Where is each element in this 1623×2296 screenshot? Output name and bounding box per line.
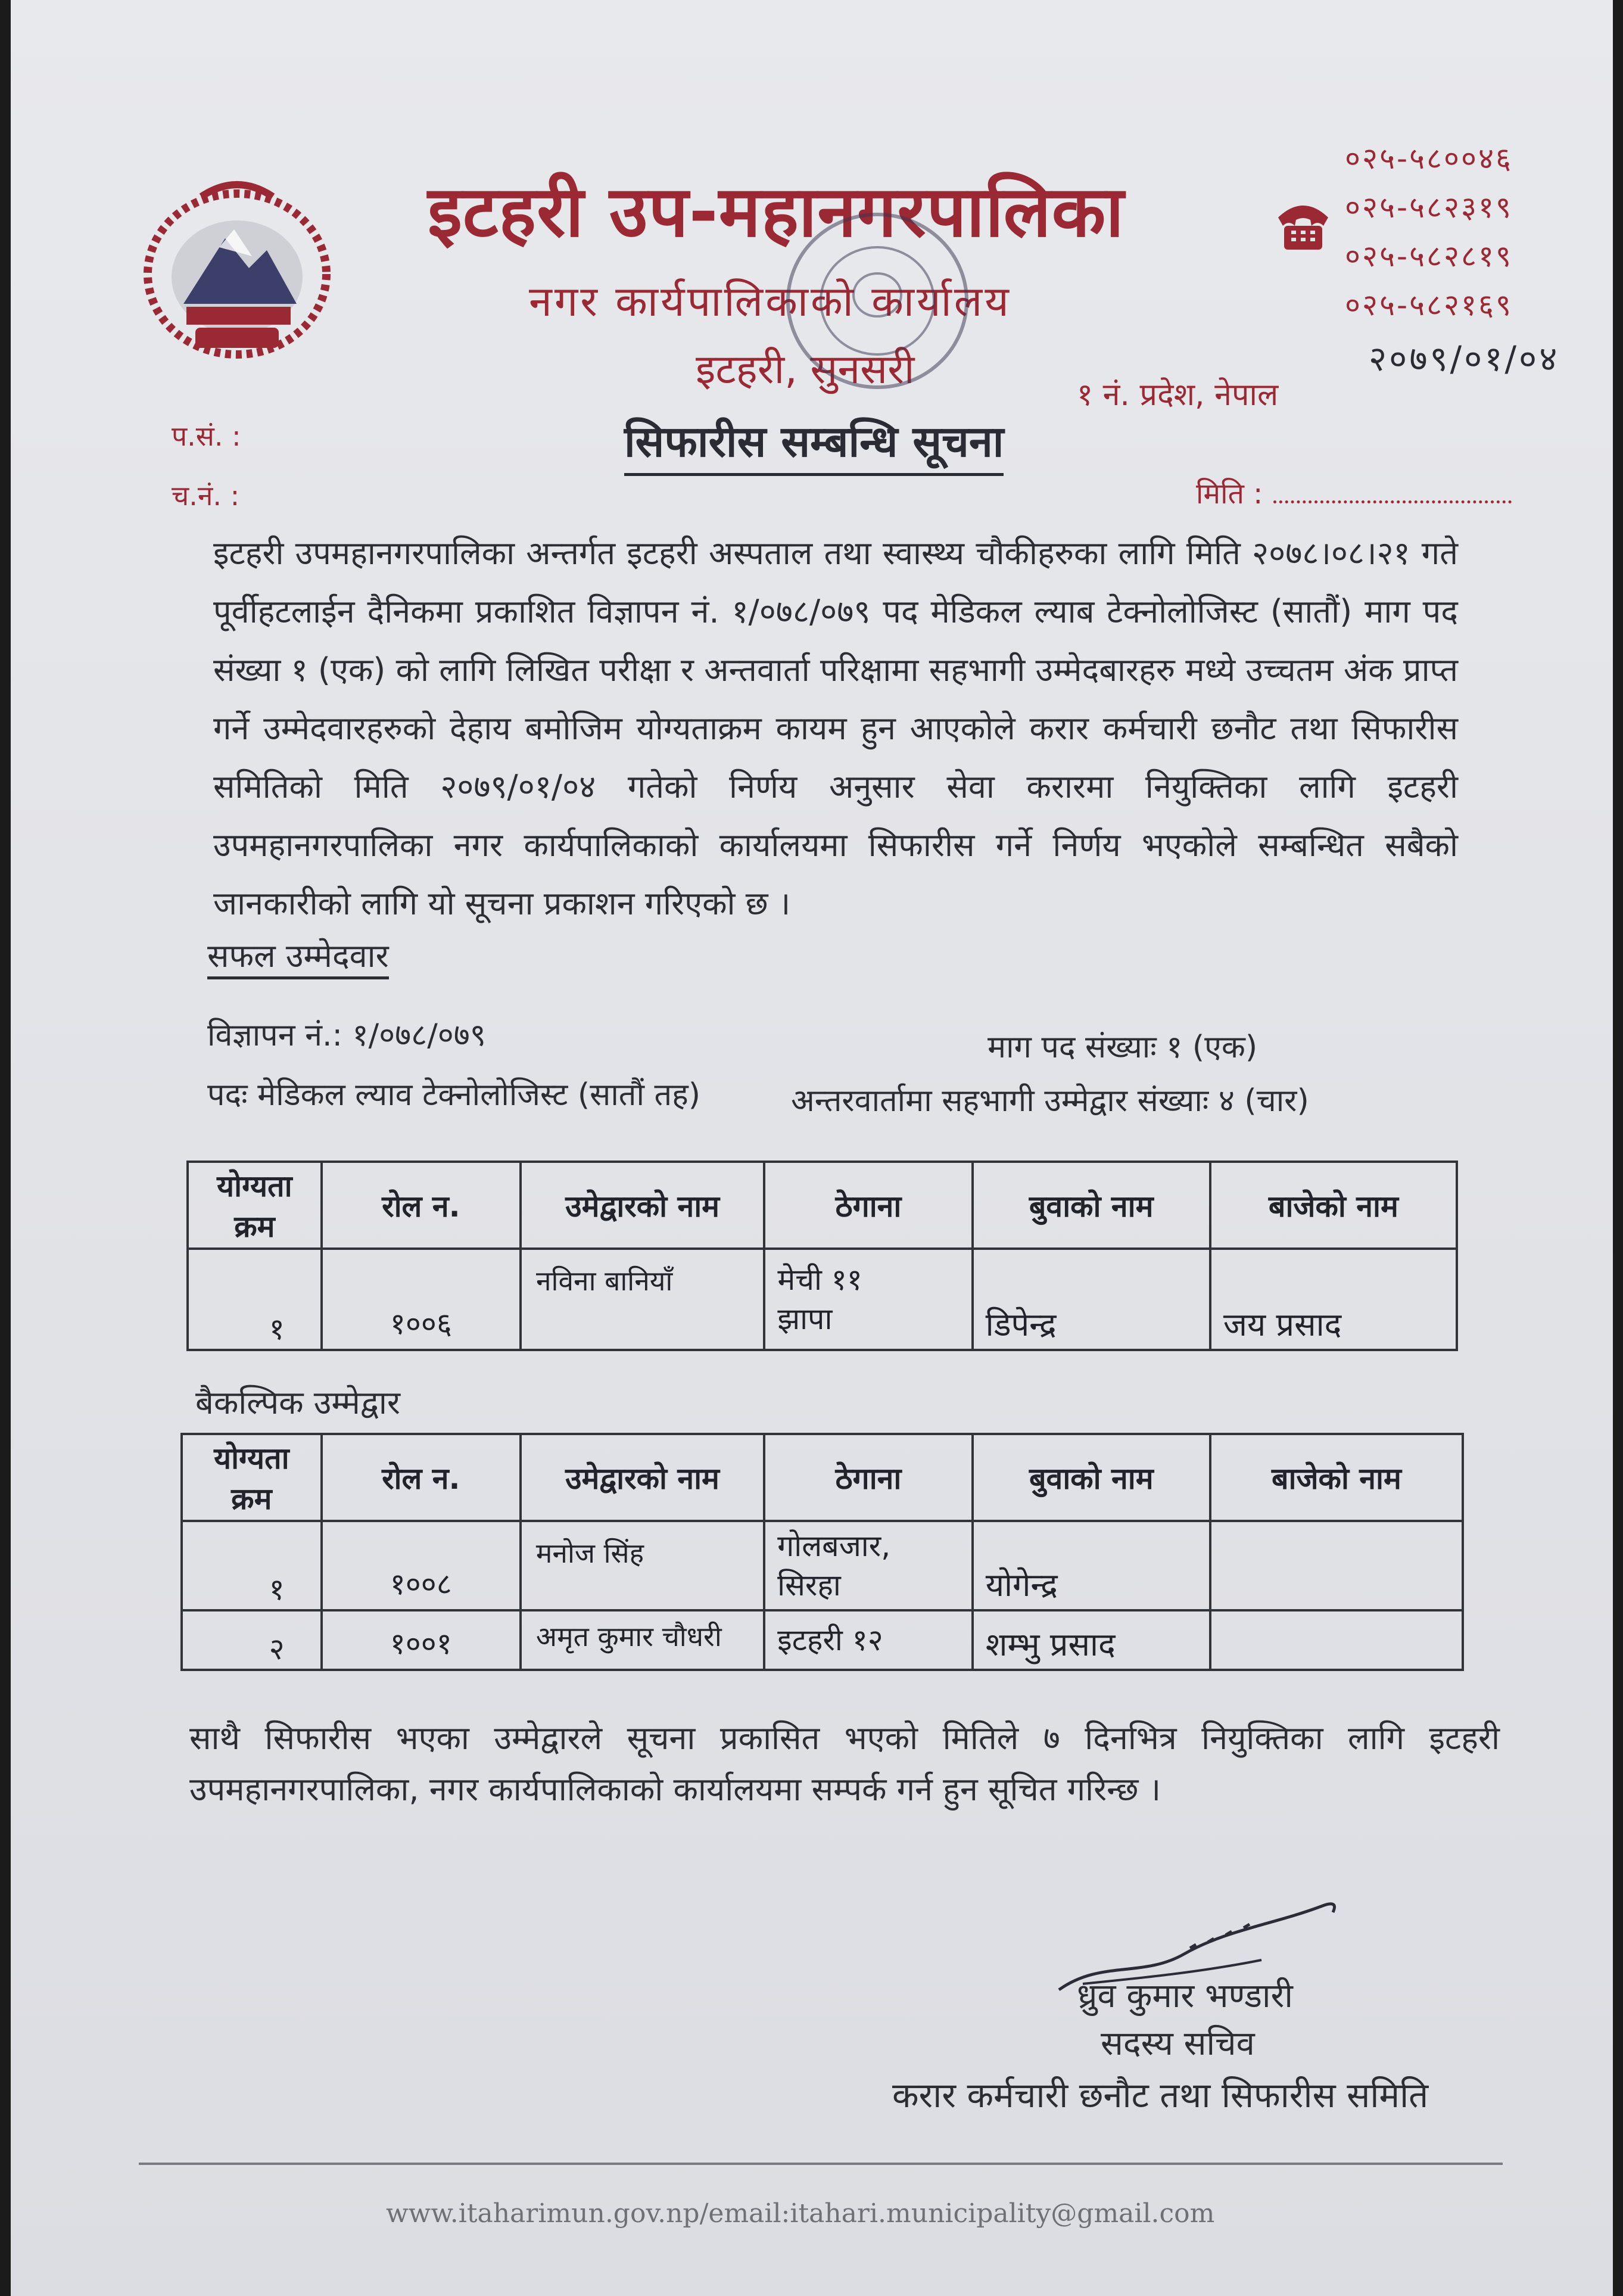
cn-label: च.नं. :	[172, 480, 240, 512]
header-rank: योग्यता क्रम	[182, 1434, 322, 1521]
table-row	[182, 1610, 1463, 1670]
phone-number: ०२५-५८००४६	[1345, 141, 1513, 176]
footer-divider	[139, 2163, 1503, 2165]
phone-icon	[1273, 200, 1333, 253]
province-label: १ नं. प्रदेश, नेपाल	[1077, 377, 1279, 413]
roll-cell: १००१	[322, 1610, 521, 1670]
phone-number: ०२५-५८२१६९	[1345, 288, 1513, 322]
handwritten-date: २०७९/०१/०४	[1369, 338, 1560, 379]
rank-cell: १	[182, 1521, 322, 1610]
office-subtitle: नगर कार्यपालिकाको कार्यालय	[529, 277, 1011, 326]
successful-candidate-heading: सफल उम्मेदवार	[207, 932, 389, 979]
notice-body: इटहरी उपमहानगरपालिका अन्तर्गत इटहरी अस्पताल तथा स्वास्थ्य चौकीहरुका लागि मिति २०७८।०८।२१ गते पूर्वीहटलाईन दैनिकमा प्रकाशित विज्ञापन नं. १/०७८/०७९ पद मेडिकल ल्याब टेक्नोलोजिस्ट (सातौं) माग पद संख्या १ (एक) को लागि लिखित परीक्षा र अन्तवार्ता परिक्षामा सहभागी उम्मेदबारहरु मध्ये उच्चतम अंक प्राप्त गर्ने उम्मेदवारहरुको देहाय बमोजिम योग्यताक्रम कायम हुन आएकोले करार कर्मचारी छनौट तथा सिफारीस समितिको मिति २०७९/०१/०४ गतेको निर्णय अनुसार सेवा करारमा नियुक्तिका लागि इटहरी उपमहानगरपालिका नगर कार्यपालिकाको कार्यालयमा सिफारीस गर्ने निर्णय भएकोले सम्बन्धित सबैको जानकारीको लागि यो सूचना प्रकाशन गरिएको छ ।	[213, 534, 1458, 922]
header-name: उमेद्वारको नाम	[521, 1162, 764, 1249]
father-cell: योगेन्द्र	[973, 1521, 1210, 1610]
office-city: इटहरी, सुनसरी	[696, 346, 915, 393]
table-header-row	[182, 1434, 1463, 1521]
date-label: मिति :	[1196, 477, 1263, 511]
header-address: ठेगाना	[764, 1162, 972, 1249]
alternate-candidate-heading: बैकल्पिक उम्मेद्वार	[195, 1384, 400, 1421]
header-rank: योग्यता क्रम	[188, 1162, 322, 1249]
emblem-icon	[130, 173, 344, 369]
date-dotted-line	[1273, 500, 1512, 503]
table-row	[188, 1249, 1457, 1350]
roll-cell: १००८	[322, 1521, 521, 1610]
letter-page	[11, 0, 1613, 2296]
address-cell: गोलबजार, सिरहा	[764, 1521, 973, 1610]
header-roll: रोल न.	[322, 1434, 521, 1521]
address-cell: मेची ११ झापा	[764, 1249, 972, 1350]
grandfather-cell	[1210, 1610, 1463, 1670]
office-stamp-icon	[779, 206, 976, 396]
ps-label: प.सं. :	[172, 420, 241, 452]
position-title: पदः मेडिकल ल्याव टेक्नोलोजिस्ट (सातौं तह)	[207, 1077, 700, 1113]
father-cell: डिपेन्द्र	[973, 1249, 1210, 1350]
grandfather-cell	[1210, 1521, 1463, 1610]
header-roll: रोल न.	[322, 1162, 521, 1249]
signatory-name: ध्रुव कुमार भण्डारी	[1077, 1977, 1293, 2015]
header-grandfather: बाजेको नाम	[1210, 1162, 1457, 1249]
rank-cell: २	[182, 1610, 322, 1670]
successful-candidates-table	[186, 1161, 1458, 1351]
phone-number: ०२५-५८२३१९	[1345, 190, 1513, 225]
posts-required: माग पद संख्याः १ (एक)	[987, 1029, 1258, 1065]
header-address: ठेगाना	[764, 1434, 973, 1521]
rank-cell: १	[188, 1249, 322, 1350]
alternate-candidates-table	[180, 1433, 1464, 1671]
header-father: बुवाको नाम	[973, 1434, 1210, 1521]
interview-count: अन्तरवार्तामा सहभागी उम्मेद्वार संख्याः ४ (चार)	[791, 1083, 1309, 1119]
signatory-title: सदस्य सचिव	[1101, 2024, 1255, 2063]
table-header-row	[188, 1162, 1457, 1249]
roll-cell: १००६	[322, 1249, 521, 1350]
advert-number: विज्ञापन नं.: १/०७८/०७९	[207, 1018, 486, 1053]
header-name: उमेद्वारको नाम	[521, 1434, 764, 1521]
signatory-committee: करार कर्मचारी छनौट तथा सिफारीस समिति	[892, 2075, 1429, 2115]
phone-number: ०२५-५८२८१९	[1345, 239, 1513, 273]
phone-numbers	[1345, 134, 1513, 329]
closing-paragraph: साथै सिफारीस भएका उम्मेद्वारले सूचना प्रकासित भएको मितिले ७ दिनभित्र नियुक्तिका लागि इटहरी उपमहानगरपालिका, नगर कार्यपालिकाको कार्यालयमा सम्पर्क गर्न हुन सूचित गरिन्छ ।	[189, 1719, 1500, 1808]
grandfather-cell: जय प्रसाद	[1210, 1249, 1457, 1350]
header-grandfather: बाजेको नाम	[1210, 1434, 1463, 1521]
father-cell: शम्भु प्रसाद	[973, 1610, 1210, 1670]
name-cell: मनोज सिंह	[521, 1521, 764, 1610]
municipality-title: इटहरी उप-महानगरपालिका	[428, 170, 1124, 253]
footer-contact: www.itaharimun.gov.np/email:itahari.municipality@gmail.com	[386, 2198, 1215, 2229]
name-cell: अमृत कुमार चौधरी	[521, 1610, 764, 1670]
table-row	[182, 1521, 1463, 1610]
address-cell: इटहरी १२	[764, 1610, 973, 1670]
header-father: बुवाको नाम	[973, 1162, 1210, 1249]
name-cell: नविना बानियाँ	[521, 1249, 764, 1350]
notice-title: सिफारीस सम्बन्धि सूचना	[624, 411, 1004, 476]
